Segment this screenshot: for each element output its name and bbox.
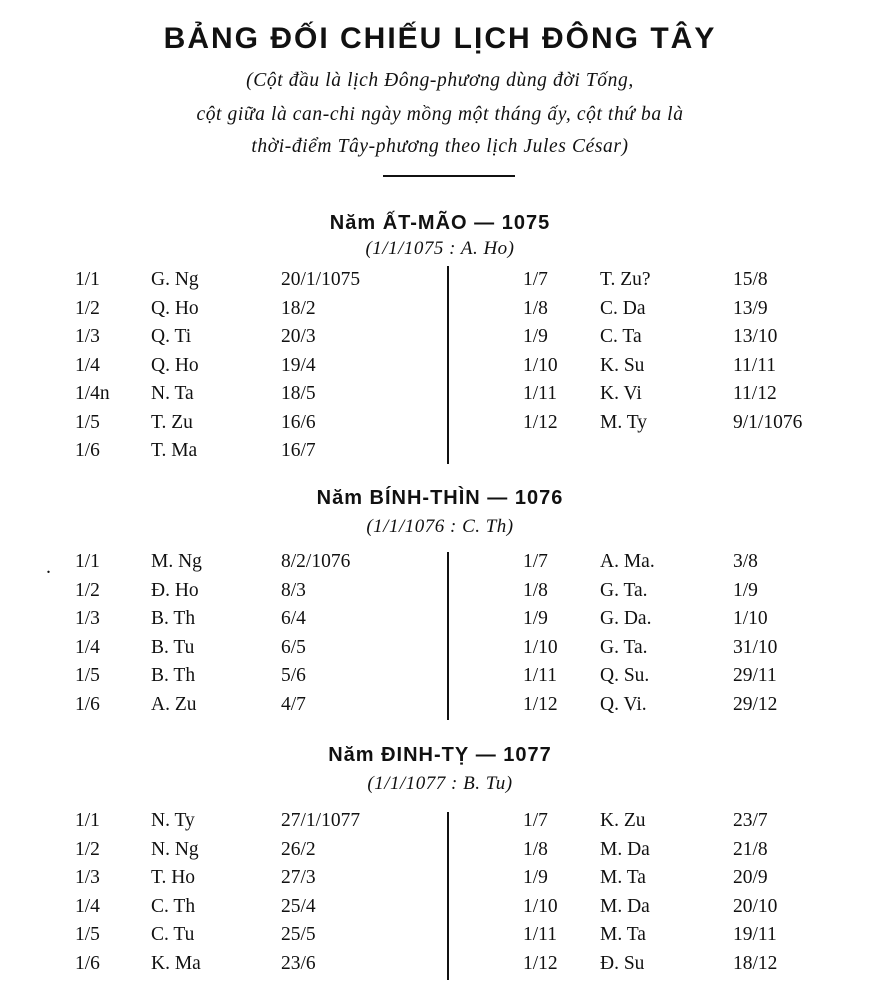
julian-date: 15/8 (733, 269, 768, 290)
lunar-date: 1/8 (523, 297, 548, 319)
julian-date: 19/11 (733, 924, 777, 945)
julian-date: 23/7 (733, 810, 768, 831)
year-note: (1/1/1076 : C. Th) (366, 516, 514, 537)
year-heading: Năm ẤT-MÃO — 1075 (329, 212, 551, 234)
julian-date: 8/3 (281, 579, 306, 601)
can-chi: G. Ta. (600, 579, 648, 601)
table-row (0, 326, 880, 353)
subtitle-line-1: (Cột đầu là lịch Đông-phương dùng đời Tống, (246, 70, 634, 91)
julian-date: 27/1/1077 (281, 810, 361, 831)
julian-date: 20/9 (733, 867, 768, 888)
julian-date: 8/2/1076 (281, 551, 351, 572)
julian-date: 1/9 (733, 579, 758, 601)
can-chi: M. Da (600, 895, 650, 917)
julian-date: 20/1/1075 (281, 269, 361, 290)
julian-date: 6/4 (281, 608, 306, 629)
julian-date: 18/12 (733, 952, 778, 974)
lunar-date: 1/5 (75, 924, 100, 945)
julian-date: 9/1/1076 (733, 411, 803, 433)
can-chi: C. Ta (600, 326, 642, 347)
table-row (0, 269, 880, 296)
can-chi: Q. Su. (600, 665, 650, 686)
julian-date: 13/9 (733, 297, 768, 319)
julian-date: 1/10 (733, 608, 768, 629)
table-row (0, 896, 880, 923)
table-row (0, 355, 880, 382)
lunar-date: 1/12 (523, 693, 558, 715)
can-chi: M. Ng (151, 551, 202, 572)
can-chi: K. Zu (600, 810, 646, 831)
lunar-date: 1/4 (75, 636, 100, 658)
can-chi: N. Ng (151, 838, 199, 860)
lunar-date: 1/5 (75, 665, 100, 686)
can-chi: G. Ng (151, 269, 199, 290)
can-chi: B. Tu (151, 636, 195, 658)
lunar-date: 1/6 (75, 693, 100, 715)
can-chi: Q. Ti (151, 326, 192, 347)
can-chi: N. Ta (151, 383, 194, 404)
lunar-date: 1/1 (75, 551, 100, 572)
can-chi: A. Ma. (600, 551, 655, 572)
lunar-date: 1/7 (523, 551, 548, 572)
table-row (0, 810, 880, 837)
lunar-date: 1/8 (523, 838, 548, 860)
lunar-date: 1/10 (523, 895, 558, 917)
can-chi: C. Th (151, 895, 196, 917)
lunar-date: 1/3 (75, 326, 100, 347)
lunar-date: 1/2 (75, 838, 100, 860)
can-chi: N. Ty (151, 810, 195, 831)
table-row (0, 924, 880, 951)
can-chi: Q. Ho (151, 297, 199, 319)
lunar-date: 1/9 (523, 326, 548, 347)
can-chi: C. Da (600, 297, 646, 319)
lunar-date: 1/1 (75, 269, 100, 290)
julian-date: 13/10 (733, 326, 778, 347)
julian-date: 21/8 (733, 838, 768, 860)
can-chi: Q. Ho (151, 354, 199, 376)
julian-date: 29/11 (733, 665, 777, 686)
julian-date: 4/7 (281, 693, 306, 715)
julian-date: 20/10 (733, 895, 778, 917)
table-row (0, 694, 880, 721)
lunar-date: 1/2 (75, 297, 100, 319)
julian-date: 18/2 (281, 297, 316, 319)
table-row (0, 440, 880, 467)
table-row (0, 412, 880, 439)
lunar-date: 1/9 (523, 608, 548, 629)
julian-date: 23/6 (281, 952, 316, 974)
title-divider (383, 175, 515, 177)
can-chi: G. Da. (600, 608, 652, 629)
lunar-date: 1/1 (75, 810, 100, 831)
lunar-date: 1/6 (75, 440, 100, 461)
can-chi: T. Ma (151, 440, 198, 461)
lunar-date: 1/5 (75, 411, 100, 433)
lunar-date: 1/12 (523, 952, 558, 974)
table-row (0, 383, 880, 410)
table-row (0, 580, 880, 607)
lunar-date: 1/4 (75, 354, 100, 376)
subtitle-line-2: cột giữa là can-chi ngày mồng một tháng ấy, cột thứ ba là (196, 104, 684, 125)
lunar-date: 1/7 (523, 810, 548, 831)
julian-date: 5/6 (281, 665, 306, 686)
can-chi: Q. Vi. (600, 693, 647, 715)
can-chi: T. Zu? (600, 269, 651, 290)
julian-date: 29/12 (733, 693, 778, 715)
lunar-date: 1/4n (75, 383, 110, 404)
subtitle-line-3: thời-điểm Tây-phương theo lịch Jules César) (251, 136, 629, 157)
can-chi: B. Th (151, 608, 196, 629)
can-chi: M. Ty (600, 411, 648, 433)
lunar-date: 1/4 (75, 895, 100, 917)
lunar-date: 1/7 (523, 269, 548, 290)
julian-date: 11/11 (733, 354, 776, 376)
page-title: BẢNG ĐỐI CHIẾU LỊCH ĐÔNG TÂY (163, 22, 717, 55)
julian-date: 16/6 (281, 411, 316, 433)
julian-date: 18/5 (281, 383, 316, 404)
lunar-date: 1/6 (75, 952, 100, 974)
can-chi: A. Zu (151, 693, 197, 715)
table-row (0, 839, 880, 866)
table-row (0, 298, 880, 325)
julian-date: 19/4 (281, 354, 316, 376)
lunar-date: 1/12 (523, 411, 558, 433)
can-chi: T. Zu (151, 411, 193, 433)
lunar-date: 1/8 (523, 579, 548, 601)
lunar-date: 1/3 (75, 608, 100, 629)
lunar-date: 1/2 (75, 579, 100, 601)
can-chi: M. Ta (600, 867, 646, 888)
table-row (0, 867, 880, 894)
can-chi: M. Ta (600, 924, 646, 945)
julian-date: 27/3 (281, 867, 316, 888)
can-chi: M. Da (600, 838, 650, 860)
can-chi: G. Ta. (600, 636, 648, 658)
can-chi: K. Ma (151, 952, 201, 974)
julian-date: 11/12 (733, 383, 777, 404)
julian-date: 6/5 (281, 636, 306, 658)
julian-date: 25/4 (281, 895, 316, 917)
julian-date: 16/7 (281, 440, 316, 461)
julian-date: 3/8 (733, 551, 758, 572)
lunar-date: 1/11 (523, 383, 557, 404)
lunar-date: 1/9 (523, 867, 548, 888)
can-chi: K. Vi (600, 383, 642, 404)
can-chi: B. Th (151, 665, 196, 686)
year-heading: Năm ĐINH-TỴ — 1077 (328, 744, 552, 766)
can-chi: Đ. Ho (151, 579, 199, 601)
can-chi: C. Tu (151, 924, 195, 945)
can-chi: T. Ho (151, 867, 196, 888)
margin-dot: . (46, 556, 51, 578)
julian-date: 25/5 (281, 924, 316, 945)
year-note: (1/1/1077 : B. Tu) (367, 773, 513, 794)
lunar-date: 1/11 (523, 924, 557, 945)
year-note: (1/1/1075 : A. Ho) (365, 238, 515, 259)
lunar-date: 1/11 (523, 665, 557, 686)
julian-date: 26/2 (281, 838, 316, 860)
lunar-date: 1/10 (523, 636, 558, 658)
lunar-date: 1/10 (523, 354, 558, 376)
table-row (0, 608, 880, 635)
table-row (0, 637, 880, 664)
year-heading: Năm BÍNH-THÌN — 1076 (316, 487, 564, 509)
can-chi: K. Su (600, 354, 645, 376)
julian-date: 20/3 (281, 326, 316, 347)
table-row (0, 953, 880, 980)
table-row (0, 665, 880, 692)
can-chi: Đ. Su (600, 952, 645, 974)
julian-date: 31/10 (733, 636, 778, 658)
table-row (0, 551, 880, 578)
lunar-date: 1/3 (75, 867, 100, 888)
